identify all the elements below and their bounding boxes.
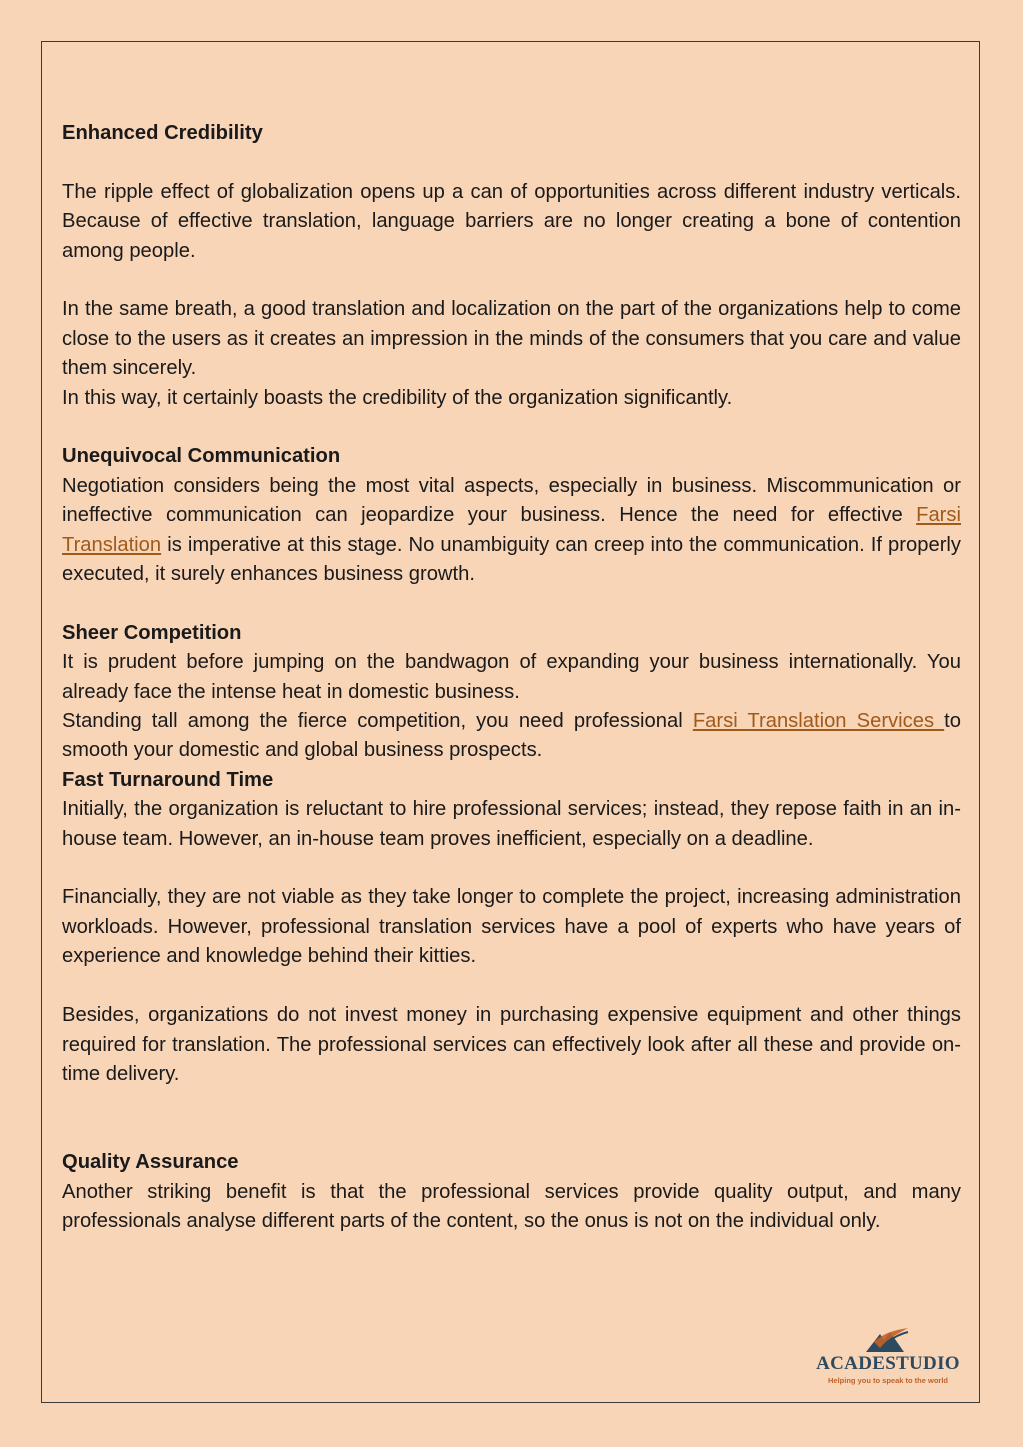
paragraph: Financially, they are not viable as they take longer to complete the project, increasing administration workloads. However, professional translation services have a pool of experts who have years of experience and knowledge behind their kitties. — [62, 886, 961, 968]
paragraph: The ripple effect of globalization opens up a can of opportunities across different industry verticals. Because of effective translation, language barriers are no longer creating a bone of contention among people. — [62, 180, 961, 262]
paragraph-text: Negotiation considers being the most vital aspects, especially in business. Miscommunication or ineffective communication can jeopardize your business. Hence the need for effective — [62, 474, 961, 527]
paragraph-text: to smooth your domestic and global business prospects. — [62, 710, 962, 762]
paragraph: Another striking benefit is that the professional services provide quality output, and many professionals analyse different parts of the content, so the onus is not on the individual only. — [62, 1180, 961, 1232]
heading-quality-assurance: Quality Assurance — [62, 1151, 239, 1174]
paragraph: It is prudent before jumping on the bandwagon of expanding your business internationally. You already face the intense heat in domestic business. — [62, 651, 961, 703]
paragraph — [62, 472, 961, 590]
document-body — [62, 119, 961, 1236]
acadestudio-logo-icon — [864, 1324, 910, 1354]
paragraph: In this way, it certainly boasts the credibility of the organization significantly. — [62, 386, 733, 409]
farsi-translation-services-link[interactable]: Farsi Translation Services — [692, 710, 945, 733]
paragraph: Initially, the organization is reluctant to hire professional services; instead, they repose faith in an in-house team. However, an in-house team proves inefficient, especially on a deadline. — [62, 798, 961, 850]
heading-unequivocal-communication: Unequivocal Communication — [62, 445, 341, 468]
paragraph: In the same breath, a good translation and localization on the part of the organizations help to come close to the users as it creates an impression in the minds of the consumers that you care and value them sincerely. — [62, 298, 961, 380]
paragraph: Besides, organizations do not invest money in purchasing expensive equipment and other things required for translation. The professional services can effectively look after all these and provide on-time delivery. — [62, 1004, 961, 1085]
acadestudio-logo — [812, 1322, 964, 1388]
farsi-translation-link[interactable]: Farsi Translation — [62, 504, 961, 556]
heading-enhanced-credibility: Enhanced Credibility — [62, 122, 263, 144]
paragraph-text: Standing tall among the fierce competition, you need professional — [62, 710, 693, 733]
paragraph-text: is imperative at this stage. No unambiguity can creep into the communication. If properly executed, it surely enhances business growth. — [62, 533, 961, 586]
paragraph — [62, 707, 961, 766]
heading-fast-turnaround-time: Fast Turnaround Time — [62, 768, 274, 791]
logo-name: ACADESTUDIO — [816, 1353, 960, 1374]
logo-tagline: Helping you to speak to the world — [827, 1376, 948, 1385]
heading-sheer-competition: Sheer Competition — [62, 621, 242, 644]
